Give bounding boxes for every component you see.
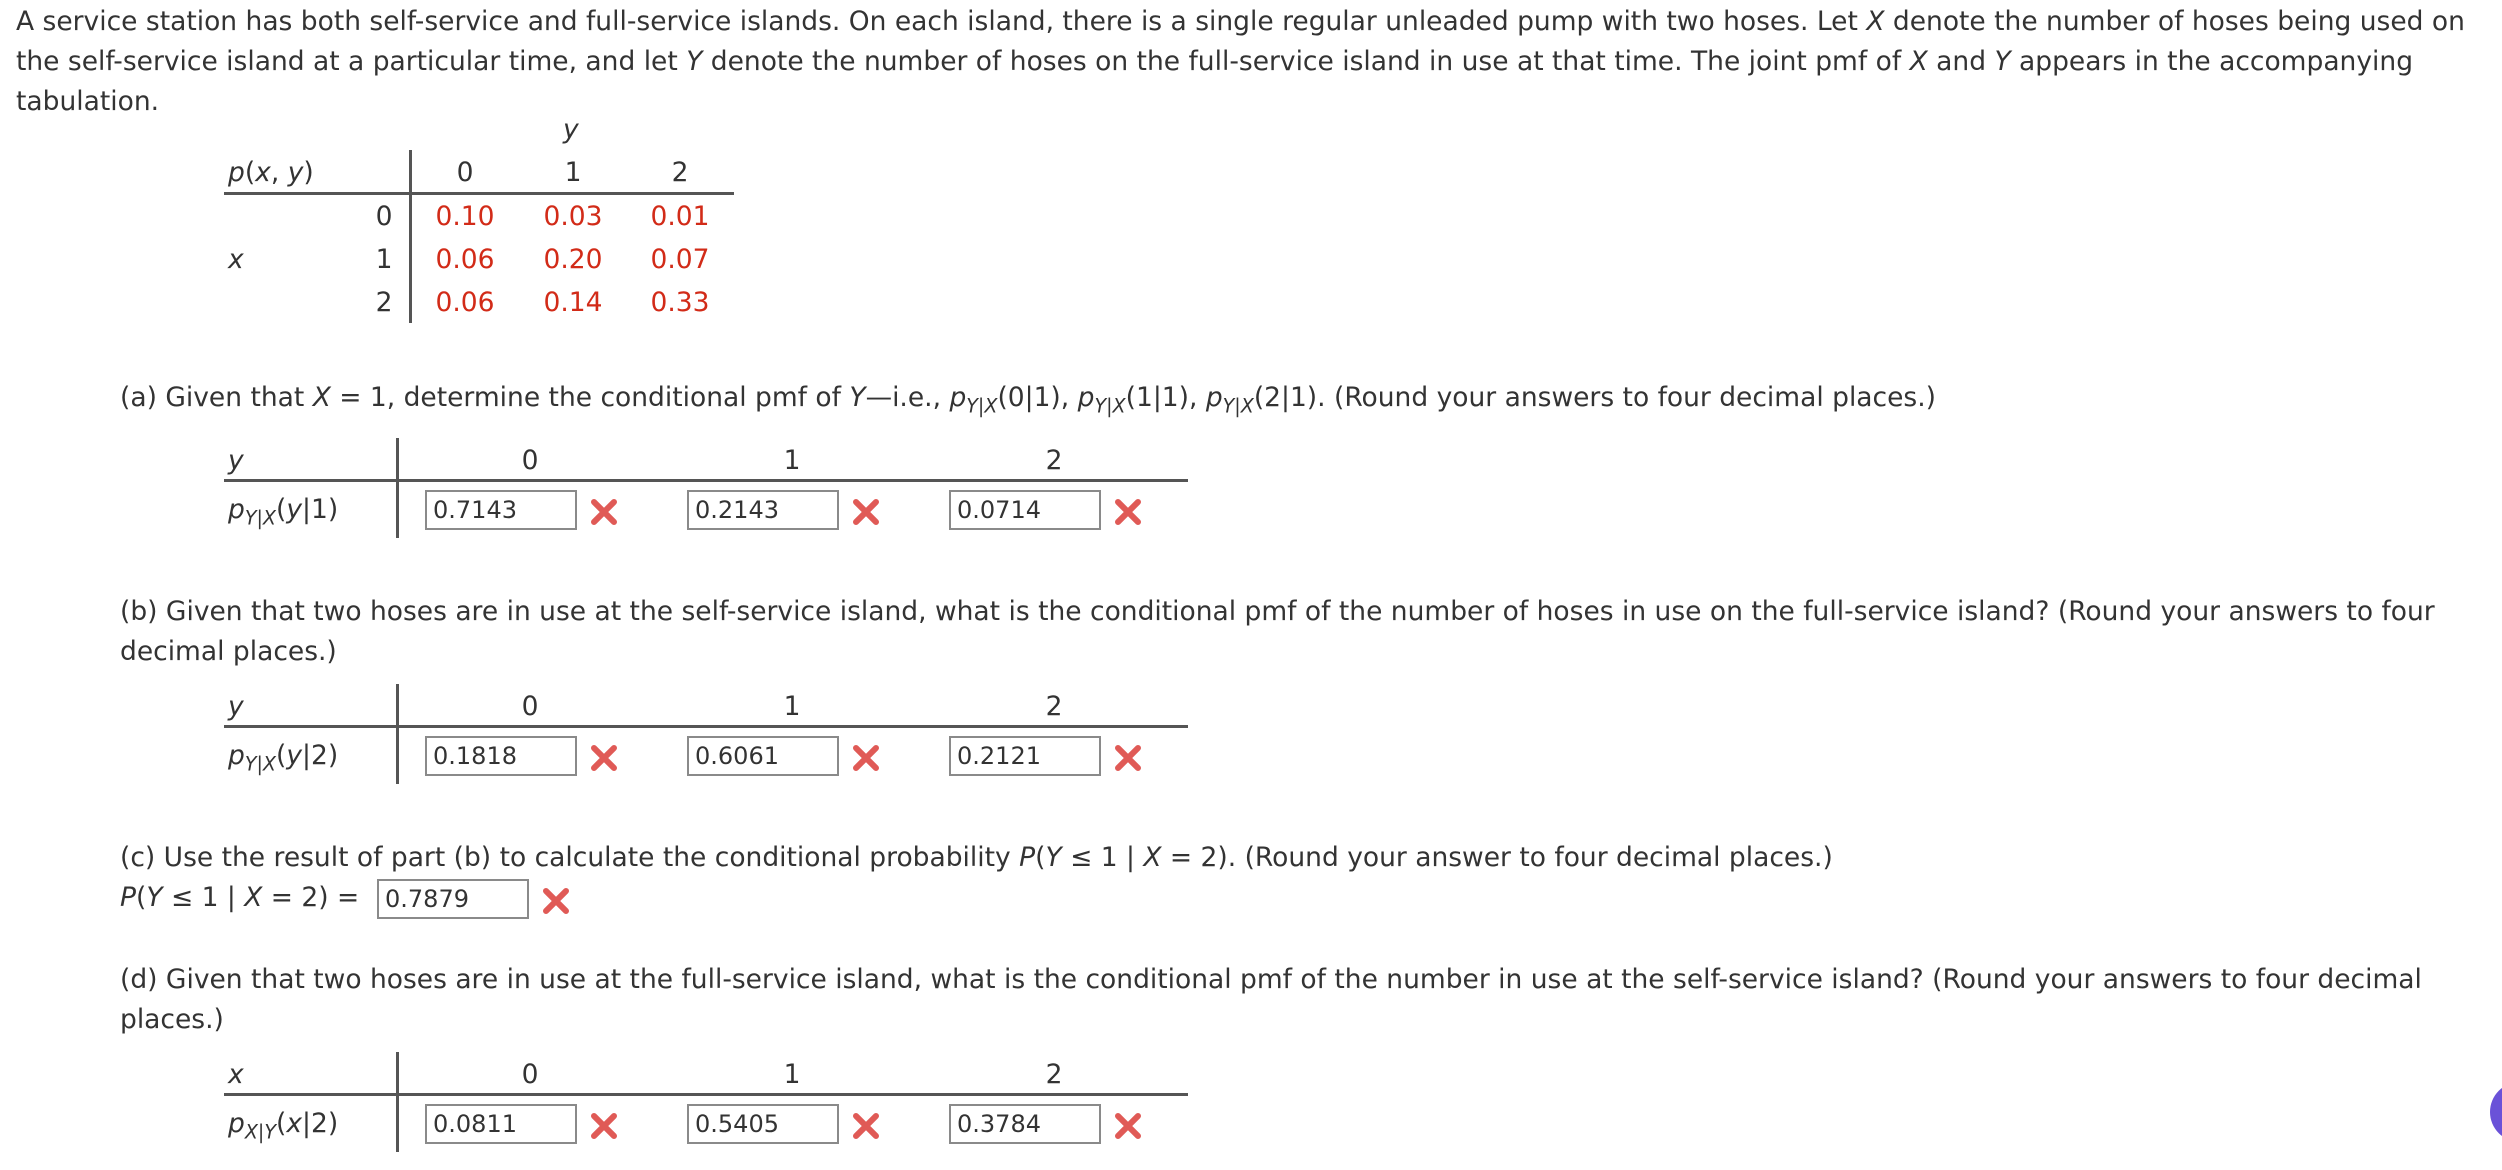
part-a-func-label: $p_{Y|X}(y|1)$ xyxy=(228,494,339,530)
part-b-answer-0[interactable] xyxy=(425,736,577,776)
x-mark-icon xyxy=(589,1111,619,1141)
intro-paragraph: A service station has both self-service and full-service islands. On each island, there is a single regular unleaded pump with two hoses. Let X denote the number of hoses being used on the self-service island at a particular time, and let Y denote the number of hoses on the full-service island in use at that time. The joint pmf of X and Y appears in the accompanying tabulation. xyxy=(16,6,2465,117)
part-c-answer[interactable] xyxy=(377,879,529,919)
part-d-stub-rule xyxy=(396,1052,399,1152)
x-mark-icon xyxy=(851,1111,881,1141)
joint-cell: 0.03 xyxy=(543,201,603,232)
joint-cell: 0.20 xyxy=(543,244,603,275)
joint-cell: 0.10 xyxy=(435,201,495,232)
joint-col-header: 0 xyxy=(456,157,474,188)
joint-cell: 0.14 xyxy=(543,287,603,318)
part-b-answer-1[interactable] xyxy=(687,736,839,776)
joint-col-var: y xyxy=(563,114,579,145)
part-d-col-header: 2 xyxy=(1045,1059,1063,1090)
part-b-answer-2[interactable] xyxy=(949,736,1101,776)
part-a-answer-2[interactable] xyxy=(949,490,1101,530)
x-mark-icon xyxy=(851,743,881,773)
joint-cell: 0.06 xyxy=(435,287,495,318)
floating-help-button[interactable] xyxy=(2490,1082,2502,1142)
part-d-answer-2[interactable] xyxy=(949,1104,1101,1144)
part-d-rule xyxy=(224,1093,1188,1096)
part-d-answer-0[interactable] xyxy=(425,1104,577,1144)
x-mark-icon xyxy=(589,497,619,527)
joint-cell: 0.01 xyxy=(650,201,710,232)
part-b-stub-rule xyxy=(396,684,399,784)
part-c-question: (c) Use the result of part (b) to calculate the conditional probability P(Y ≤ 1 | X = 2). (Round your answer to four decimal places.) xyxy=(120,842,1833,873)
part-d-func-label: $p_{X|Y}(x|2)$ xyxy=(228,1108,339,1144)
x-mark-icon xyxy=(1113,497,1143,527)
joint-stub-rule xyxy=(409,150,412,323)
joint-row-header: 2 xyxy=(375,287,393,318)
part-a-answer-1[interactable] xyxy=(687,490,839,530)
part-d-col-header: 0 xyxy=(521,1059,539,1090)
part-b-col-header: 1 xyxy=(783,691,801,722)
part-a-var-label: y xyxy=(228,445,244,476)
x-mark-icon xyxy=(541,886,571,916)
part-a-col-header: 2 xyxy=(1045,445,1063,476)
part-d-question: (d) Given that two hoses are in use at the full-service island, what is the conditional pmf of the number in use at the self-service island? (Round your answers to four decimal places.) xyxy=(120,964,2422,1035)
joint-header-rule xyxy=(224,192,734,195)
part-c-answer-label: P(Y ≤ 1 | X = 2) = xyxy=(120,882,360,913)
x-mark-icon xyxy=(589,743,619,773)
part-b-col-header: 2 xyxy=(1045,691,1063,722)
part-b-rule xyxy=(224,725,1188,728)
part-d-answer-1[interactable] xyxy=(687,1104,839,1144)
part-a-col-header: 0 xyxy=(521,445,539,476)
joint-row-header: 1 xyxy=(375,244,393,275)
joint-row-header: 0 xyxy=(375,201,393,232)
x-mark-icon xyxy=(1113,743,1143,773)
joint-row-var: x xyxy=(228,244,244,275)
part-a-question: (a) Given that X = 1, determine the conditional pmf of Y—i.e., $p_{Y|X}(0|1)$, $p_{Y|X}(1|1)$, $p_{Y|X}(2|1)$. (Round your answers to four decimal places.) xyxy=(120,382,1936,418)
joint-cell: 0.07 xyxy=(650,244,710,275)
joint-cell: 0.33 xyxy=(650,287,710,318)
joint-cell: 0.06 xyxy=(435,244,495,275)
joint-col-header: 2 xyxy=(671,157,689,188)
part-a-rule xyxy=(224,479,1188,482)
part-b-question: (b) Given that two hoses are in use at the self-service island, what is the conditional pmf of the number of hoses in use on the full-service island? (Round your answers to four decimal places.) xyxy=(120,596,2435,667)
x-mark-icon xyxy=(1113,1111,1143,1141)
part-a-col-header: 1 xyxy=(783,445,801,476)
part-a-stub-rule xyxy=(396,438,399,538)
part-b-col-header: 0 xyxy=(521,691,539,722)
x-mark-icon xyxy=(851,497,881,527)
part-b-func-label: $p_{Y|X}(y|2)$ xyxy=(228,740,339,776)
part-b-var-label: y xyxy=(228,691,244,722)
part-d-var-label: x xyxy=(228,1059,244,1090)
part-a-answer-0[interactable] xyxy=(425,490,577,530)
joint-corner-label: p(x, y) xyxy=(228,157,314,188)
part-d-col-header: 1 xyxy=(783,1059,801,1090)
joint-col-header: 1 xyxy=(564,157,582,188)
